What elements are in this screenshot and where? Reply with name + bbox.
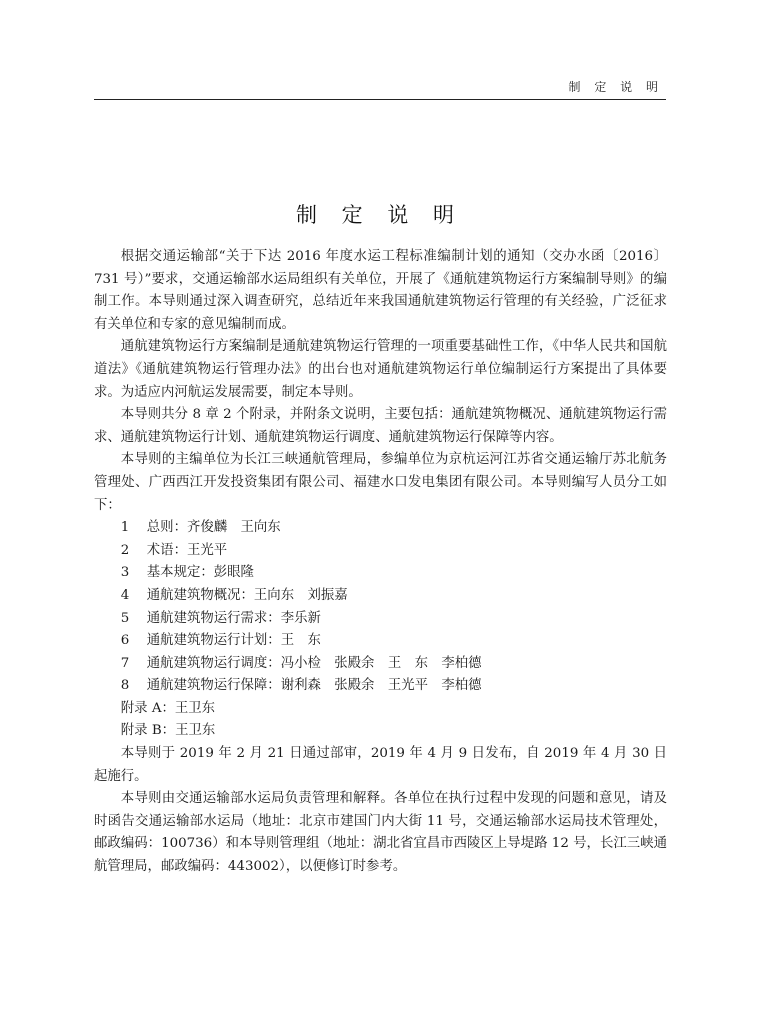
list-item-text: 通航建筑物运行调度：冯小检 张殿余 王 东 李柏德 [146,655,482,671]
list-item-number: 1 [120,520,130,536]
assignment-list [94,517,667,698]
list-item [94,562,667,585]
list-item-text: 通航建筑物运行需求：李乐新 [146,610,321,626]
list-item [94,517,667,540]
list-item [94,608,667,631]
list-item-text: 通航建筑物概况：王向东 刘振嘉 [146,587,348,603]
list-item-text: 通航建筑物运行计划：王 东 [146,633,321,649]
list-item-number: 4 [120,587,130,603]
list-item-text: 术语：王光平 [146,542,228,558]
body-text [94,246,667,879]
list-item-number: 2 [120,542,130,558]
appendix-a-author: 附录 A：王卫东 [120,700,216,716]
list-item-number: 8 [120,678,130,694]
page-title: 制 定 说 明 [295,203,464,227]
paragraph-background: 根据交通运输部“关于下达 2016 年度水运工程标准编制计划的通知（交办水函〔2016〕731 号）”要求，交通运输部水运局组织有关单位，开展了《通航建筑物运行方案编制导则》的编制工作。本导则通过深入调查研究，总结近年来我国通航建筑物运行管理的有关经验，广泛征求有关单位和专家的意见编制而成。 [94,249,667,332]
header-rule [94,99,666,100]
paragraph-purpose: 通航建筑物运行方案编制是通航建筑物运行管理的一项重要基础性工作，《中华人民共和国航道法》《通航建筑物运行管理办法》的出台也对通航建筑物运行单位编制运行方案提出了具体要求。为适应内河航运发展需要，制定本导则。 [94,339,667,400]
list-item-number: 5 [120,610,130,626]
list-item [94,540,667,563]
running-header: 制 定 说 明 [568,80,663,94]
list-item-text: 通航建筑物运行保障：谢利森 张殿余 王光平 李柏德 [146,678,482,694]
list-item-number: 3 [120,565,130,581]
paragraph-authors-intro: 本导则的主编单位为长江三峡通航管理局，参编单位为京杭运河江苏省交通运输厅苏北航务管理处、广西西江开发投资集团有限公司、福建水口发电集团有限公司。本导则编写人员分工如下： [94,452,667,513]
list-item-text: 总则：齐俊麟 王向东 [146,520,281,536]
paragraph-contact: 本导则由交通运输部水运局负责管理和解释。各单位在执行过程中发现的问题和意见，请及时函告交通运输部水运局（地址：北京市建国门内大街 11 号，交通运输部水运局技术管理处，邮政编码：100736）和本导则管理组（地址：湖北省宜昌市西陵区上导堤路 12 号，长江三峡通航管理局，邮政编码：443002），以便修订时参考。 [94,791,667,875]
list-item [94,630,667,653]
appendix-b-author: 附录 B：王卫东 [120,723,216,739]
list-item [94,653,667,676]
list-item [94,675,667,698]
paragraph-scope: 本导则共分 8 章 2 个附录，并附条文说明，主要包括：通航建筑物概况、通航建筑物运行需求、通航建筑物运行计划、通航建筑物运行调度、通航建筑物运行保障等内容。 [94,407,667,445]
list-item-number: 7 [120,655,130,671]
list-item [94,585,667,608]
list-item-text: 基本规定：彭眼隆 [146,565,254,581]
list-item-number: 6 [120,633,130,649]
paragraph-effective-date: 本导则于 2019 年 2 月 21 日通过部审，2019 年 4 月 9 日发布，自 2019 年 4 月 30 日起施行。 [94,746,667,784]
